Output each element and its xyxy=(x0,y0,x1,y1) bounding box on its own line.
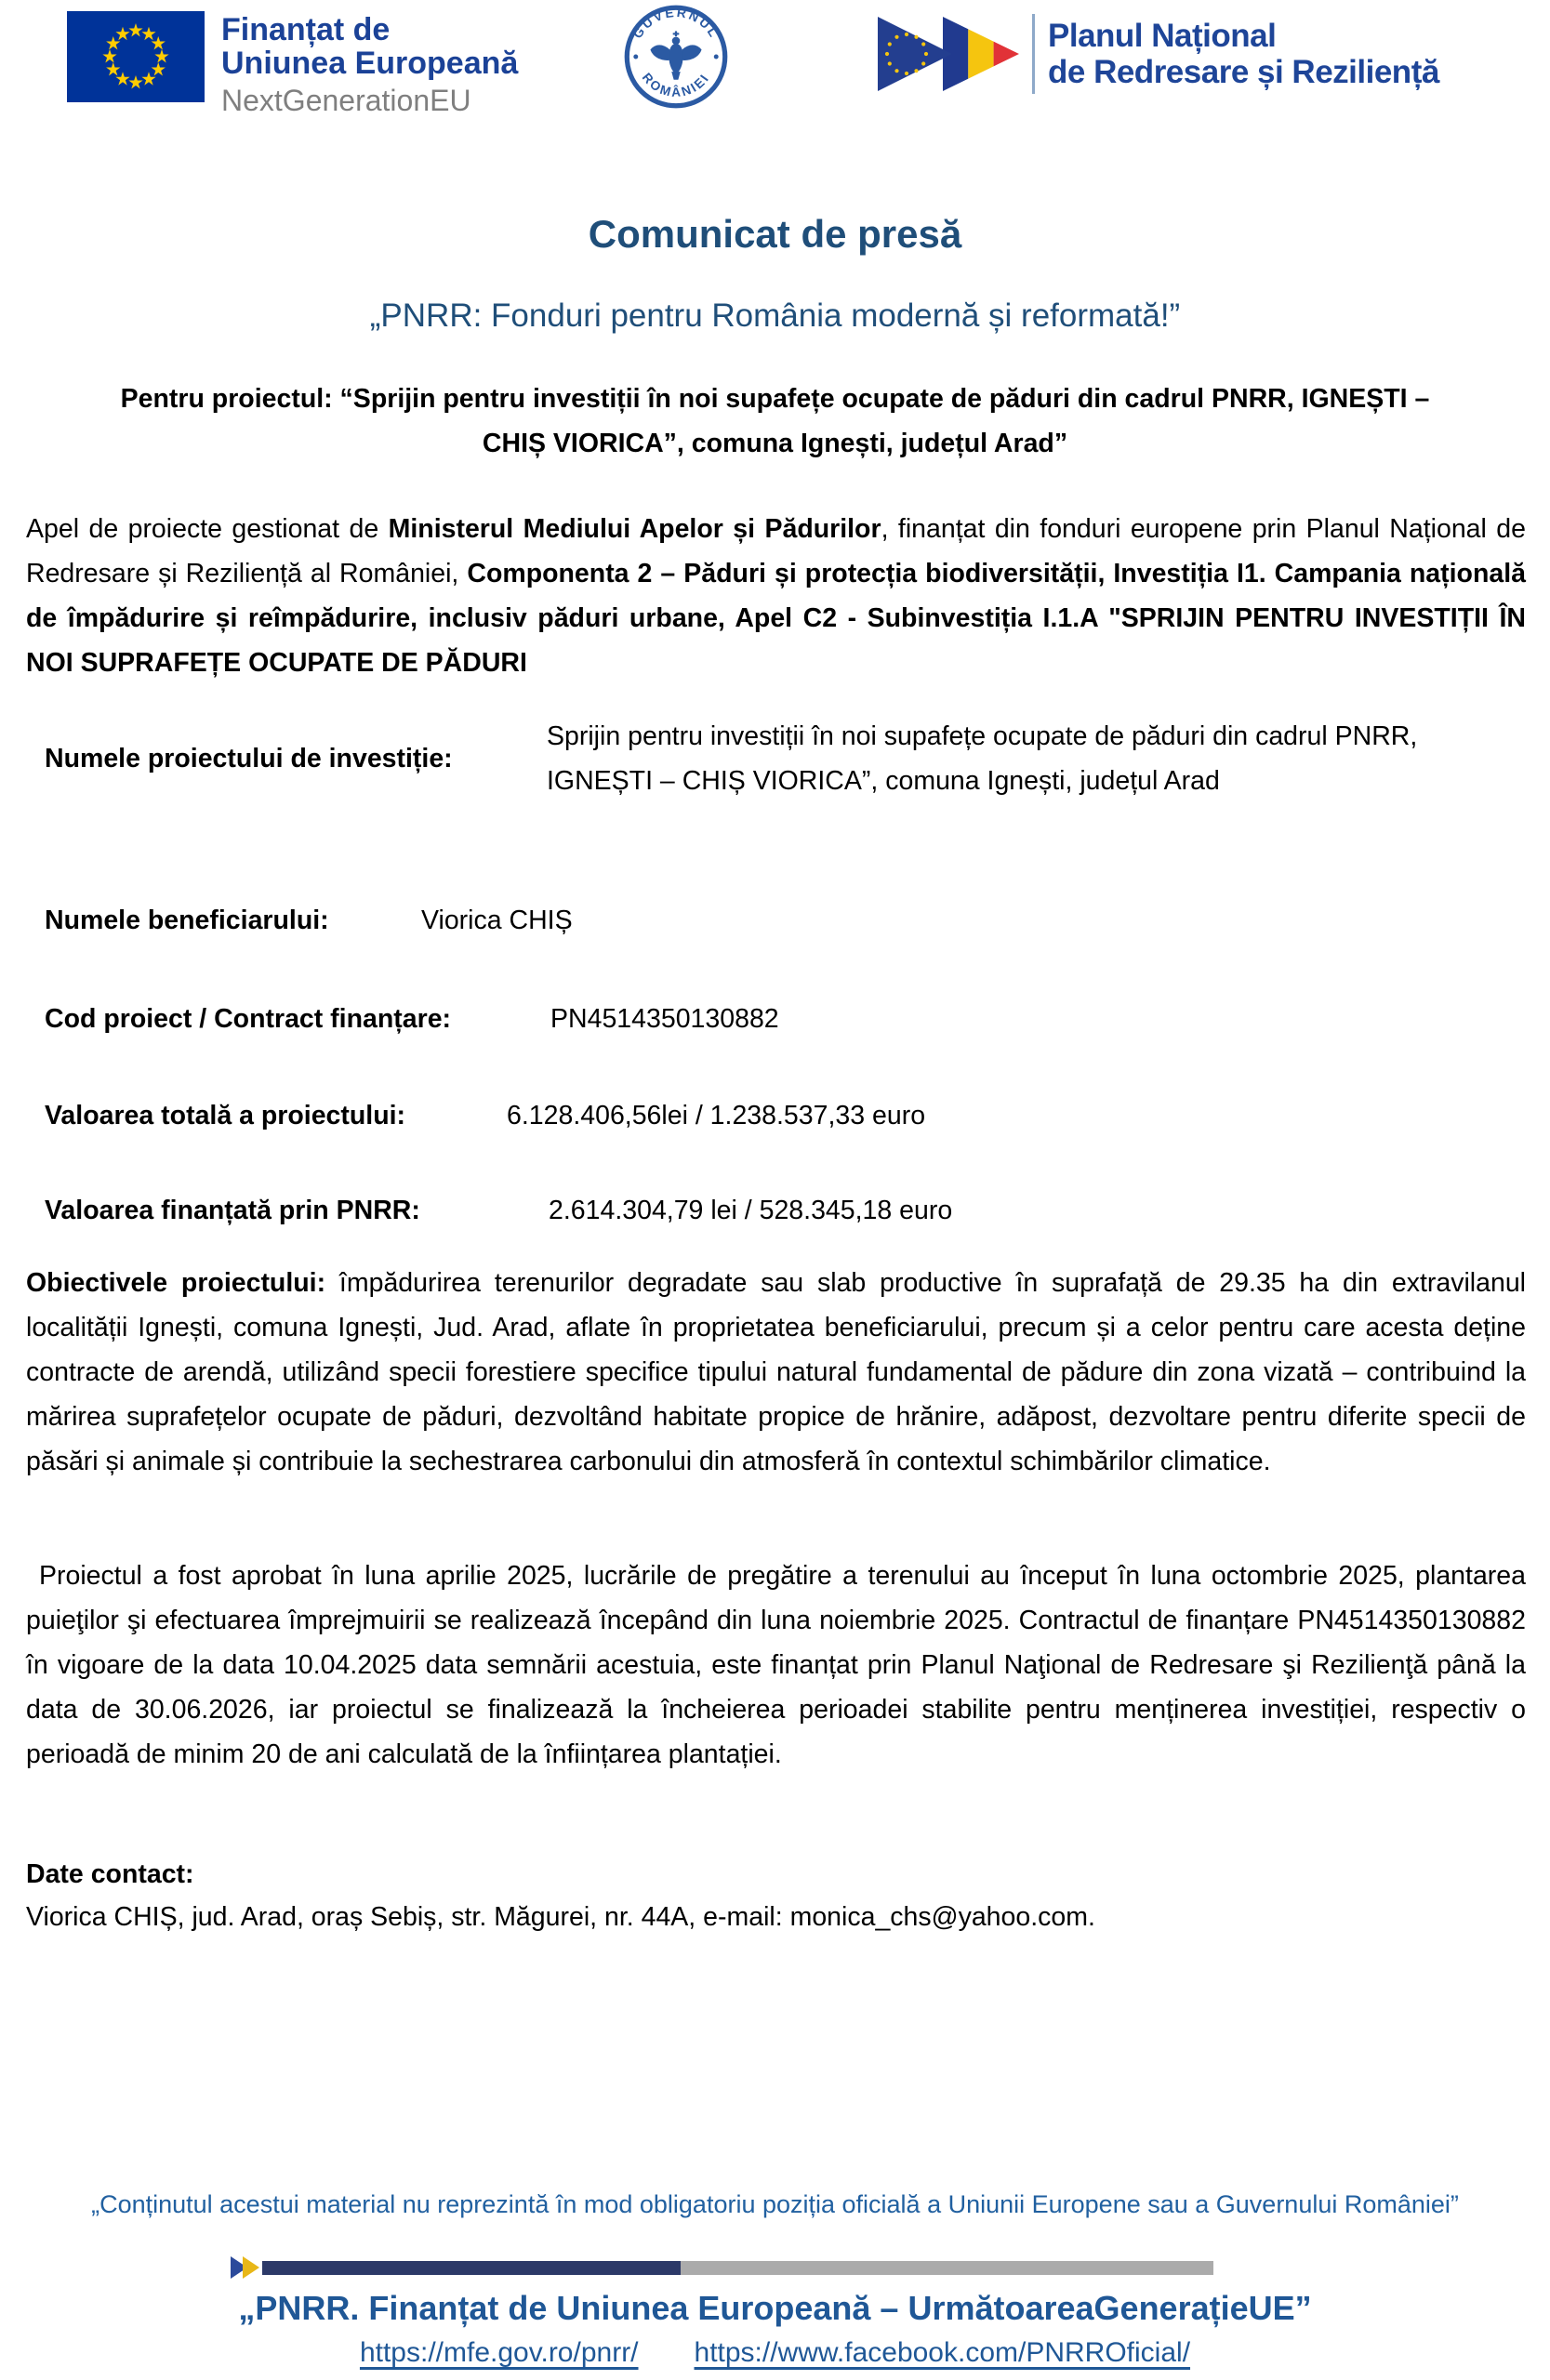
objectives-label: Obiectivele proiectului: xyxy=(26,1268,326,1298)
footer-bar-navy xyxy=(262,2261,681,2275)
contact-label: Date contact: xyxy=(26,1859,194,1889)
call-description-paragraph xyxy=(26,507,1526,685)
apel-segment-bold-component: Componenta 2 – Păduri și protecția biodiversității, Investiția I1. Campania națională de împădurire și reîmpădurire, inclusiv păduri urbane, Apel C2 - Subinvestiția I.1.A "SPRIJIN PENTRU INVESTIȚII ÎN NOI SUPRAFEȚE OCUPATE DE PĂDURI xyxy=(26,559,1526,678)
footer-bar-arrows-icon xyxy=(231,2252,270,2283)
beneficiary-label: Numele beneficiarului: xyxy=(45,906,329,935)
eu-funded-logo xyxy=(67,11,518,117)
seal-eagle-emblem xyxy=(650,31,701,79)
pnrr-logo-text xyxy=(1048,18,1439,90)
eu-funded-line2: Uniunea Europeană xyxy=(221,46,519,81)
total-value-value: 6.128.406,56lei / 1.238.537,33 euro xyxy=(507,1101,926,1130)
contract-code-label: Cod proiect / Contract finanțare: xyxy=(45,1004,452,1034)
pnrr-logo-line2: de Redresare și Reziliență xyxy=(1048,54,1439,90)
mfe-link[interactable]: https://mfe.gov.ro/pnrr/ xyxy=(359,2337,639,2368)
intro-paragraph: Pentru proiectul: “Sprijin pentru investiții în noi supafețe ocupate de păduri din cadrul PNRR, IGNEȘTI – CHIȘ VIORICA”, comuna Ignești, județul Arad” xyxy=(120,384,1430,458)
seal-top-text: GUVERNUL xyxy=(630,5,722,42)
contact-line: Viorica CHIȘ, jud. Arad, oraș Sebiș, str. Măgurei, nr. 44A, e-mail: monica_chs@yahoo.com. xyxy=(26,1902,1095,1932)
eu-flag-icon xyxy=(67,11,205,102)
page-title: Comunicat de presă xyxy=(588,212,962,256)
project-name-row xyxy=(45,714,1524,803)
pnrr-arrows-icon xyxy=(878,9,1025,99)
disclaimer-text: „Conținutul acestui material nu reprezintă în mod obligatoriu poziția oficială a Uniunii Europene sau a Guvernului României” xyxy=(91,2190,1459,2218)
pnrr-logo-line1: Planul Național xyxy=(1048,18,1277,54)
eu-funded-line1: Finanțat de xyxy=(221,12,391,47)
objectives-text: împădurirea terenurilor degradate sau slab productive în suprafață de 29.35 ha din extravilanul localității Ignești, comuna Ignești, Jud. Arad, aflate în proprietatea beneficiarului, precum și a celor pentru care acesta deține contracte de arendă, utilizând specii forestiere specifice tipului natural fundamental de pădure din zona vizată – contribuind la mărirea suprafețelor ocupate de păduri, dezvoltând habitate propice de hrănire, adăpost, dezvoltare pentru diferite specii de păsări și animale și contribuie la sechestrarea carbonului din atmosferă în contextul schimbărilor climatice. xyxy=(26,1268,1527,1476)
pnrr-logo xyxy=(878,9,1439,99)
total-value-label: Valoarea totală a proiectului: xyxy=(45,1101,406,1130)
project-name-value: Sprijin pentru investiții în noi supafețe ocupate de păduri din cadrul PNRR, IGNEȘTI – CHIȘ VIORICA”, comuna Ignești, județul Arad xyxy=(547,721,1418,796)
eu-nextgen-label: NextGenerationEU xyxy=(221,84,471,117)
beneficiary-value: Viorica CHIȘ xyxy=(421,906,573,935)
objectives-paragraph xyxy=(26,1261,1526,1484)
total-value-row xyxy=(45,1093,1524,1138)
contract-code-value: PN4514350130882 xyxy=(550,1004,779,1034)
facebook-pnrr-link[interactable]: https://www.facebook.com/PNRROficial/ xyxy=(694,2337,1191,2368)
header-logos xyxy=(0,0,1550,117)
pnrr-logo-divider xyxy=(1032,14,1035,94)
pnrr-funded-value-value: 2.614.304,79 lei / 528.345,18 euro xyxy=(549,1196,953,1225)
pnrr-funded-value-row xyxy=(45,1188,1524,1233)
seal-bottom-text: ROMÂNIEI xyxy=(639,70,713,99)
footer-bar-gray xyxy=(681,2261,1213,2275)
apel-segment-bold-ministry: Ministerul Mediului Apelor și Pădurilor xyxy=(388,514,881,544)
timeline-paragraph: Proiectul a fost aprobat în luna aprilie 2025, lucrările de pregătire a terenului au început în luna octombrie 2025, plantarea puieţilor şi efectuarea împrejmuirii se realizează începând din luna noiembrie 2025. Contractul de finanțare PN4514350130882 în vigoare de la data 10.04.2025 data semnării acestuia, este finanțat prin Planul Naţional de Redresare şi Rezilienţă până la data de 30.06.2026, iar proiectul se finalizează la încheierea perioadei stabilite pentru menținerea investiției, respectiv o perioadă de minim 20 de ani calculată de la înființarea plantației. xyxy=(26,1561,1526,1769)
romanian-government-seal-icon xyxy=(623,4,729,114)
footer-pnrr-statement: „PNRR. Finanțat de Uniunea Europeană – UrmătoareaGenerațieUE” xyxy=(238,2289,1312,2327)
beneficiary-row xyxy=(45,898,1524,943)
apel-segment-regular-1: Apel de proiecte gestionat de xyxy=(26,514,389,544)
project-name-label: Numele proiectului de investiție: xyxy=(45,744,453,774)
contract-code-row xyxy=(45,997,1524,1041)
eu-logo-text xyxy=(221,11,518,117)
page-subtitle: „PNRR: Fonduri pentru România modernă și reformată!” xyxy=(369,298,1181,334)
footer-links xyxy=(0,2337,1550,2369)
apel-segment-regular-2: , finanțat din fonduri europene prin Planul Național de Redresare și Reziliență al României, xyxy=(26,514,1526,588)
pnrr-funded-value-label: Valoarea finanțată prin PNRR: xyxy=(45,1196,420,1225)
